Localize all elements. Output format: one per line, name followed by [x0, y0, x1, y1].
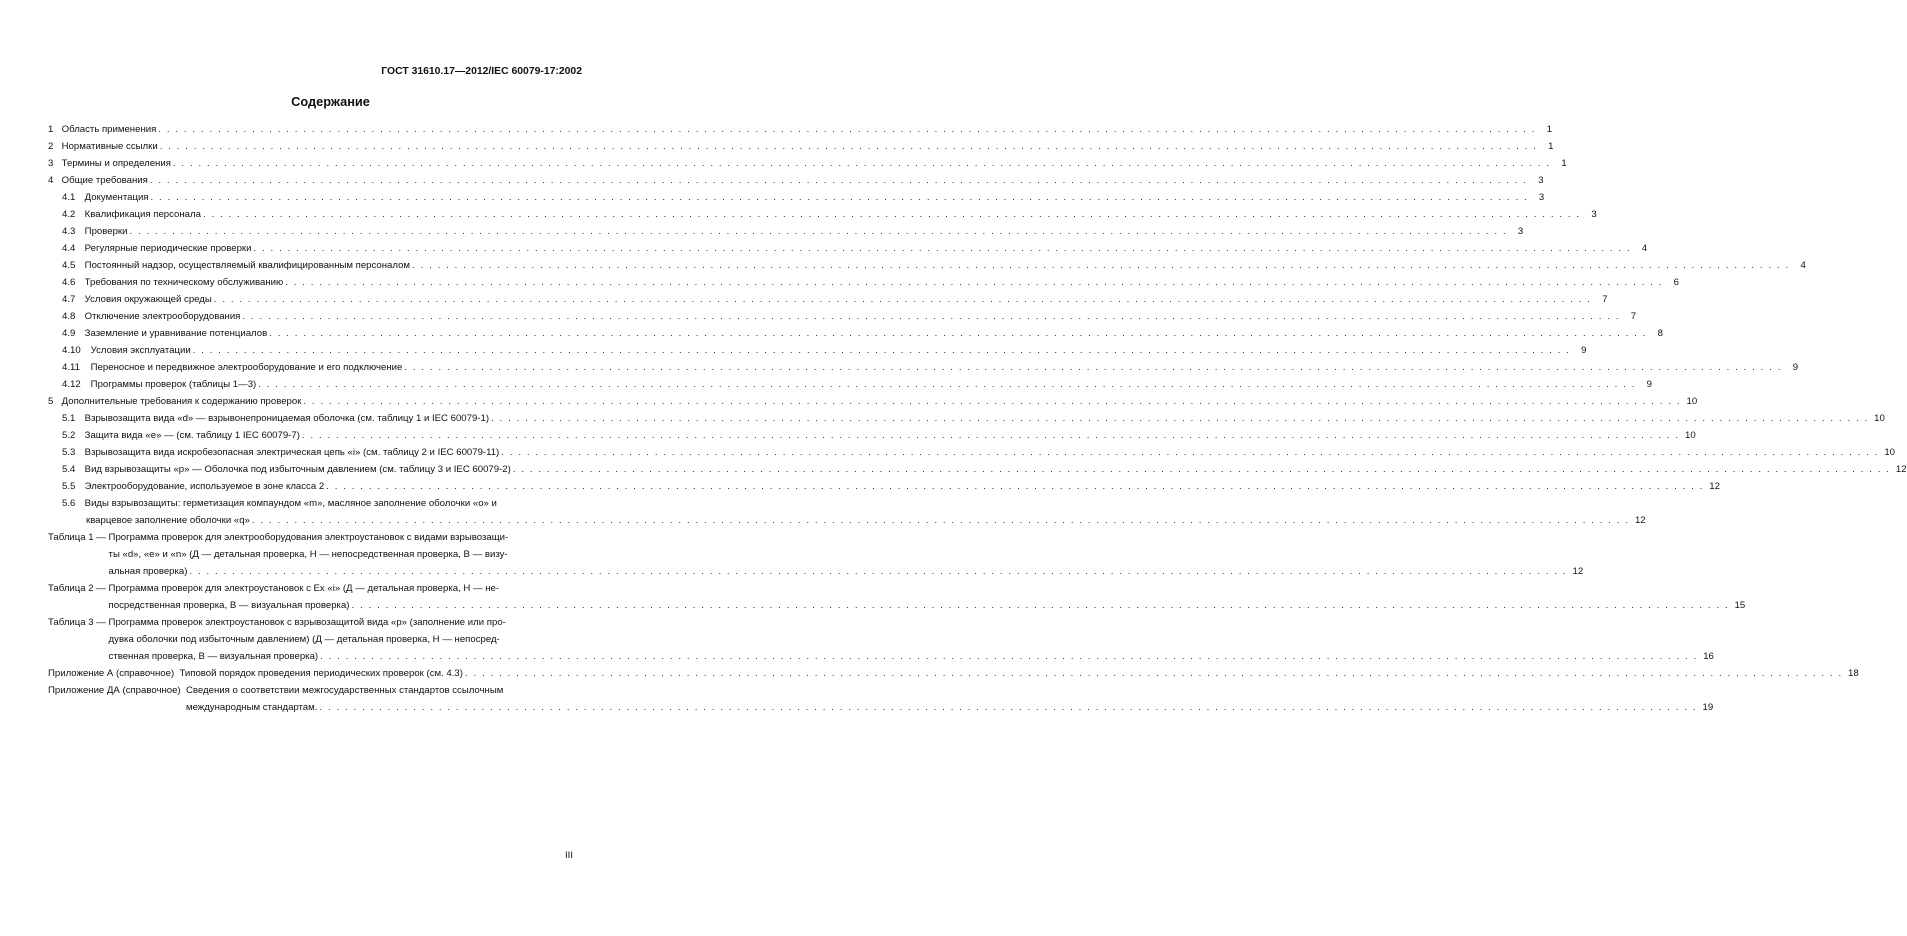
- toc-leader-dots: [127, 223, 1507, 240]
- toc-entry-title: Защита вида «е» — (см. таблицу 1 IEC 60079-7): [84, 430, 300, 441]
- toc-appendix-entry-line: Сведения о соответствии межгосударственных стандартов ссылочным: [185, 685, 504, 696]
- toc-entry-number: 5.3: [62, 447, 76, 458]
- toc-table-entry-label: Таблица 1 —: [48, 532, 109, 543]
- toc-leader-dots: [300, 427, 1680, 444]
- toc-entry-page: 3: [1538, 175, 1544, 186]
- toc-row: [48, 172, 1544, 189]
- toc-table-entry-line: Программа проверок электроустановок с взрывозащитой вида «р» (заполнение или про-: [108, 617, 506, 628]
- toc-row: [48, 478, 1720, 495]
- document-header: ГОСТ 31610.17—2012/IEC 60079-17:2002: [381, 66, 582, 77]
- toc-entry-page: 9: [1646, 379, 1652, 390]
- toc-row: [48, 257, 1806, 274]
- toc-entry-title: Заземление и уравнивание потенциалов: [84, 328, 268, 339]
- toc-table-entry-last-line: [109, 597, 1746, 614]
- toc-entry: [48, 495, 1646, 529]
- toc-appendix-entry-body: [179, 665, 1858, 682]
- toc-entry-number: 4.12: [62, 379, 81, 390]
- toc-entry-title: Переносное и передвижное электрооборудование и его подключение: [90, 362, 403, 373]
- toc-entry-number: 4.2: [62, 209, 76, 220]
- toc-entry-number: 4: [48, 175, 54, 186]
- toc-row: [48, 427, 1696, 444]
- toc-entry-title: Взрывозащита вида искробезопасная электрическая цепь «i» (см. таблицу 2 и IEC 60079-11): [84, 447, 500, 458]
- toc-entry-page: 3: [1517, 226, 1524, 237]
- toc-entry-number: 4.3: [62, 226, 76, 237]
- toc-row: [48, 291, 1608, 308]
- toc-entry-page: 10: [1884, 447, 1896, 458]
- toc-row: [48, 393, 1698, 410]
- toc-leader-dots: [240, 308, 1620, 325]
- toc-entry-title: Электрооборудование, используемое в зоне класса 2: [84, 481, 325, 492]
- toc-entry: [48, 444, 1896, 461]
- toc-entry-page: 12: [1634, 515, 1646, 526]
- toc-entry-page: 4: [1641, 243, 1648, 254]
- toc-entry-number: 4.1: [62, 192, 76, 203]
- toc-leader-dots: [212, 291, 1592, 308]
- toc-leader-dots: [251, 240, 1631, 257]
- toc-leader-dots: [463, 665, 1843, 682]
- toc-entry-title: Требования по техническому обслуживанию: [84, 277, 284, 288]
- toc-row: [48, 376, 1652, 393]
- toc-entry-number: 4.7: [62, 294, 76, 305]
- toc-leader-dots: [324, 478, 1704, 495]
- toc-entry-page: 6: [1673, 277, 1679, 288]
- toc-leader-dots: [171, 155, 1551, 172]
- toc-entry-number: 3: [48, 158, 54, 169]
- toc-row: [48, 223, 1524, 240]
- toc-leader-dots: [317, 699, 1697, 716]
- toc-entry: [48, 189, 1545, 206]
- toc-leader-dots: [201, 206, 1581, 223]
- toc-row: [48, 410, 1885, 427]
- toc-leader-dots: [149, 189, 1529, 206]
- toc-entry-page: 9: [1792, 362, 1799, 373]
- toc-entry: [48, 206, 1597, 223]
- toc-leader-dots: [318, 648, 1698, 665]
- toc-entry-page: 8: [1657, 328, 1663, 339]
- toc-entry-number: 4.4: [62, 243, 76, 254]
- toc-entry: [48, 478, 1720, 495]
- toc-entry-number: 4.10: [62, 345, 81, 356]
- toc-entry-number: 5.6: [62, 498, 76, 509]
- toc-table-entry-line: ты «d», «е» и «n» (Д — детальная проверка, Н — непосредственная проверка, В — визу-: [108, 549, 508, 560]
- toc-entry: [48, 257, 1806, 274]
- toc-row: [48, 189, 1545, 206]
- toc-entry-page: 7: [1602, 294, 1608, 305]
- toc-table-entry-body: [109, 614, 1714, 665]
- toc-leader-dots: [283, 274, 1663, 291]
- toc-leader-dots: [256, 376, 1636, 393]
- toc-entry-title: Термины и определения: [61, 158, 171, 169]
- toc-leader-dots: [489, 410, 1869, 427]
- toc-entry-page: 3: [1538, 192, 1545, 203]
- toc-entry-title: Вид взрывозащиты «р» — Оболочка под избыточным давлением (см. таблицу 3 и IEC 60079-2): [84, 464, 511, 475]
- toc-table-entry-text: посредственная проверка, В — визуальная проверка): [108, 600, 350, 611]
- toc-entry-number: 4.9: [62, 328, 76, 339]
- toc-entry: [48, 410, 1885, 427]
- toc-entry-title: Взрывозащита вида «d» — взрывонепроницаемая оболочка (см. таблицу 1 и IEC 60079-1): [84, 413, 490, 424]
- toc-entry-page: 10: [1686, 396, 1698, 407]
- toc-table-entry-line: Программа проверок для электрооборудования электроустановок с видами взрывозащи-: [108, 532, 509, 543]
- toc-entry-number: 4.6: [62, 277, 76, 288]
- toc-entry-title: Отключение электрооборудования: [84, 311, 241, 322]
- toc-leader-dots: [301, 393, 1681, 410]
- toc-entry: [48, 427, 1696, 444]
- toc-entry-page: 15: [1734, 600, 1746, 611]
- table-of-contents: [48, 121, 1907, 716]
- toc-entry-title: Нормативные ссылки: [61, 141, 158, 152]
- toc-table-entry-text: ственная проверка, В — визуальная проверка): [108, 651, 319, 662]
- toc-row: [48, 444, 1896, 461]
- toc-leader-dots: [250, 512, 1630, 529]
- toc-row: [48, 461, 1907, 478]
- toc-entry-page: 10: [1685, 430, 1696, 441]
- toc-entry-title: Дополнительные требования к содержанию проверок: [61, 396, 302, 407]
- toc-entry-title: Документация: [84, 192, 149, 203]
- toc-row: [48, 325, 1663, 342]
- toc-leader-dots: [267, 325, 1647, 342]
- toc-entry-page: 12: [1709, 481, 1720, 492]
- toc-row: [48, 206, 1597, 223]
- toc-entry: [48, 359, 1799, 376]
- toc-row: [48, 308, 1637, 325]
- toc-leader-dots: [499, 444, 1879, 461]
- toc-appendix-entry-label: Приложение А (справочное): [48, 668, 180, 679]
- toc-entry: [48, 308, 1637, 325]
- toc-entry-page: 7: [1630, 311, 1637, 322]
- toc-leader-dots: [187, 563, 1567, 580]
- toc-entry-number: 2: [48, 141, 54, 152]
- toc-row: [48, 359, 1799, 376]
- toc-entry: [48, 240, 1648, 257]
- toc-row: [48, 121, 1553, 138]
- toc-leader-dots: [402, 359, 1782, 376]
- toc-leader-dots: [191, 342, 1571, 359]
- toc-entry-number: 5.1: [62, 413, 76, 424]
- toc-leader-dots: [156, 121, 1536, 138]
- toc-entry-title: Условия эксплуатации: [90, 345, 191, 356]
- toc-row: [48, 138, 1554, 155]
- toc-table-entry: [48, 580, 1746, 614]
- toc-leader-dots: [350, 597, 1730, 614]
- toc-row-continuation: [48, 512, 1646, 529]
- toc-entry-number: 1: [48, 124, 54, 135]
- toc-entry-number: 5.2: [62, 430, 76, 441]
- toc-entry-page: 18: [1848, 668, 1859, 679]
- toc-leader-dots: [158, 138, 1538, 155]
- toc-table-entry-body: [109, 580, 1746, 614]
- toc-entry: [48, 155, 1567, 172]
- toc-entry-page: 12: [1572, 566, 1584, 577]
- toc-entry-number: 5.4: [62, 464, 76, 475]
- toc-entry-title: Область применения: [61, 124, 157, 135]
- toc-entry: [48, 274, 1679, 291]
- toc-table-entry-line: Программа проверок для электроустановок с Ех «i» (Д — детальная проверка, Н — не-: [108, 583, 500, 594]
- toc-table-entry: [48, 614, 1714, 665]
- toc-table-entry-last-line: [109, 563, 1584, 580]
- toc-entry-page: 4: [1800, 260, 1806, 271]
- toc-appendix-entry-last-line: [179, 665, 1858, 682]
- toc-leader-dots: [410, 257, 1790, 274]
- toc-entry: [48, 342, 1587, 359]
- toc-row: [48, 495, 583, 512]
- toc-entry-page: 12: [1895, 464, 1907, 475]
- toc-row: [48, 342, 1587, 359]
- toc-entry: [48, 121, 1553, 138]
- toc-entry-title: Виды взрывозащиты: герметизация компаундом «m», масляное заполнение оболочки «о» и: [84, 498, 497, 509]
- toc-table-entry-body: [109, 529, 1584, 580]
- toc-entry-title: Квалификация персонала: [84, 209, 201, 220]
- page-number: III: [565, 850, 573, 861]
- toc-entry-title: Регулярные периодические проверки: [84, 243, 252, 254]
- toc-entry: [48, 223, 1524, 240]
- toc-appendix-entry-body: [186, 682, 1713, 716]
- toc-entry-page: 10: [1874, 413, 1885, 424]
- toc-row: [48, 274, 1679, 291]
- toc-appendix-entry: [48, 682, 1714, 716]
- toc-appendix-entry-text: международным стандартам.: [185, 702, 318, 713]
- toc-table-entry: [48, 529, 1584, 580]
- toc-row: [48, 155, 1567, 172]
- toc-table-entry-label: Таблица 3 —: [48, 617, 109, 628]
- toc-entry-number: 4.11: [62, 362, 80, 373]
- toc-entry-page: 16: [1703, 651, 1714, 662]
- toc-row: [48, 240, 1648, 257]
- toc-appendix-entry-text: Типовой порядок проведения периодических проверок (см. 4.3): [179, 668, 463, 679]
- toc-leader-dots: [148, 172, 1528, 189]
- toc-entry: [48, 291, 1608, 308]
- toc-entry-page: 1: [1546, 124, 1553, 135]
- toc-entry: [48, 325, 1663, 342]
- page-title: Содержание: [291, 94, 370, 109]
- toc-entry-page: 1: [1561, 158, 1567, 169]
- toc-entry-number: 5.5: [62, 481, 76, 492]
- toc-leader-dots: [511, 461, 1891, 478]
- toc-appendix-entry-label: Приложение ДА (справочное): [48, 685, 186, 696]
- toc-entry-page: 9: [1581, 345, 1587, 356]
- toc-entry-title: Программы проверок (таблицы 1—3): [90, 379, 257, 390]
- toc-entry-page: 3: [1591, 209, 1597, 220]
- toc-entry-number: 4.5: [62, 260, 76, 271]
- toc-entry-page: 19: [1702, 702, 1714, 713]
- toc-entry-title: Постоянный надзор, осуществляемый квалифицированным персоналом: [84, 260, 411, 271]
- toc-entry: [48, 376, 1652, 393]
- toc-table-entry-text: альная проверка): [108, 566, 188, 577]
- toc-entry-title: Общие требования: [61, 175, 148, 186]
- toc-entry-title: Проверки: [84, 226, 128, 237]
- toc-entry: [48, 172, 1544, 189]
- toc-entry-title: кварцевое заполнение оболочки «q»: [86, 515, 250, 526]
- toc-appendix-entry-last-line: [186, 699, 1713, 716]
- toc-table-entry-line: дувка оболочки под избыточным давлением) (Д — детальная проверка, Н — непосред-: [108, 634, 500, 645]
- toc-entry-number: 5: [48, 396, 54, 407]
- toc-entry-number: 4.8: [62, 311, 76, 322]
- toc-table-entry-last-line: [109, 648, 1714, 665]
- toc-table-entry-label: Таблица 2 —: [48, 583, 109, 594]
- toc-entry-title: Условия окружающей среды: [84, 294, 212, 305]
- toc-appendix-entry: [48, 665, 1859, 682]
- toc-entry: [48, 461, 1907, 478]
- toc-entry: [48, 393, 1698, 410]
- toc-entry-page: 1: [1548, 141, 1554, 152]
- toc-entry: [48, 138, 1554, 155]
